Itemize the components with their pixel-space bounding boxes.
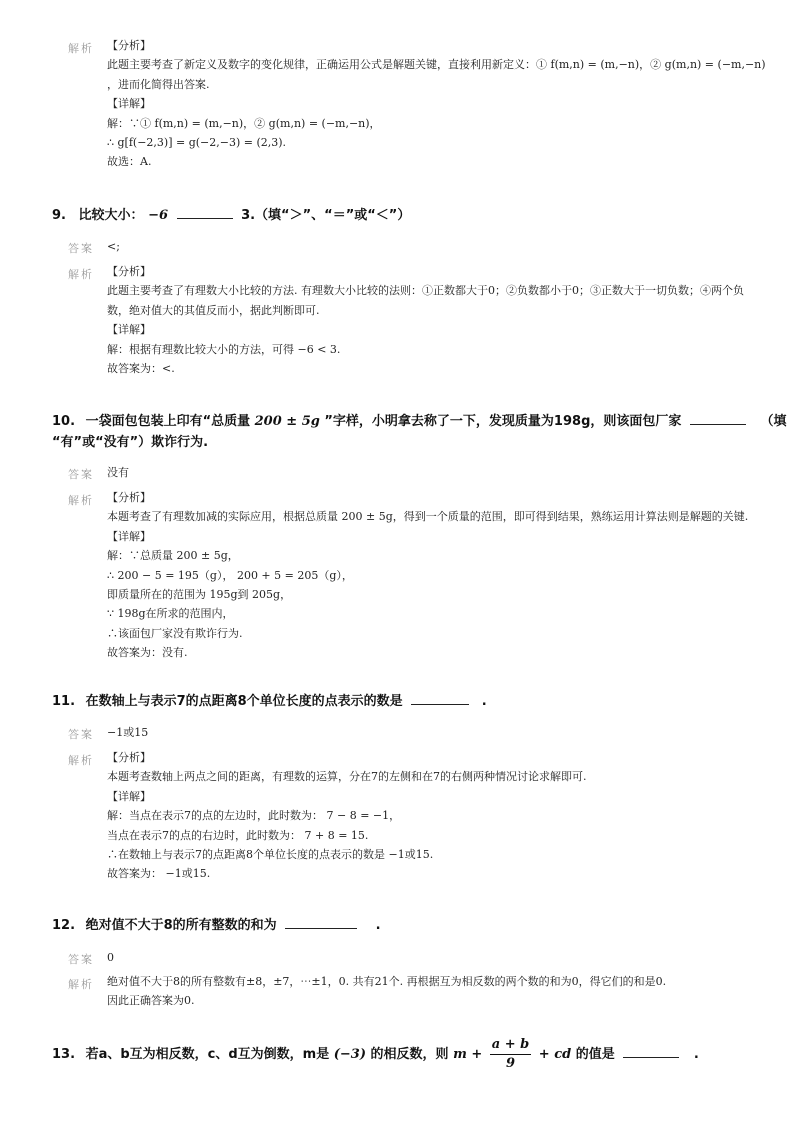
question-stem: 3.（填“＞”、“＝”或“＜”） [241,208,411,223]
analysis-line: 当点在表示7的点的右边时，此时数为： 7 + 8 = 15. [107,828,369,842]
analysis-line: 【详解】 [107,323,151,337]
analysis-line: 解：∵① f(m,n) = (m,−n)，② g(m,n) = (−m,−n)， [107,116,381,130]
q11-analysis [107,748,737,884]
answer-text: <; [107,240,120,253]
question-number: 13. [52,1047,76,1062]
q10-answer [107,463,737,482]
analysis-tag: 解析 [68,268,94,281]
question-12 [52,914,381,933]
analysis-line: 故答案为：<. [107,362,175,376]
answer-blank [285,916,357,929]
question-number: 9. [52,208,66,223]
question-9 [52,204,410,223]
analysis-tag: 解析 [68,978,94,991]
analysis-line: ，进而化简得出答案. [107,77,210,91]
answer-text: −1或15 [107,726,149,739]
answer-blank [623,1045,679,1058]
fraction-denominator: 9 [505,1056,516,1071]
analysis-line: 故答案为：没有. [107,646,188,660]
analysis-line: 【分析】 [107,39,151,52]
analysis-line: ∵ 198g在所求的范围内， [107,607,234,621]
q11-answer [107,723,737,742]
analysis-line: 本题考查数轴上两点之间的距离，有理数的运算，分在7的左侧和在7的右侧两种情况讨论求解即可. [107,770,587,784]
analysis-tag: 解析 [68,754,94,767]
question-stem: 若a、b互为相反数，c、d互为倒数，m是 [85,1047,330,1062]
analysis-line: 【详解】 [107,97,151,111]
answer-blank [177,206,233,219]
analysis-line: 此题主要考查了有理数大小比较的方法. 有理数大小比较的法则：①正数都大于0；②负数都小于0；③正数大于一切负数；④两个负 [107,284,744,298]
answer-blank [690,412,746,425]
question-stem: “有”或“没有”）欺诈行为. [52,435,209,450]
question-11 [52,690,487,709]
analysis-line: 解：∵总质量 200 ± 5g， [107,549,239,563]
q10-analysis [107,488,749,663]
question-number: 10. [52,414,76,429]
answer-tag: 答案 [68,468,94,481]
analysis-line: ∴该面包厂家没有欺诈行为. [107,626,243,640]
analysis-tag: 解析 [68,42,94,55]
analysis-line: ∴在数轴上与表示7的点距离8个单位长度的点表示的数是 −1或15. [107,848,434,862]
answer-blank [411,692,469,705]
analysis-line: 此题主要考查了新定义及数字的变化规律，正确运用公式是解题关键，直接利用新定义：① f(m,n) = (m,−n)，② g(m,n) = (−m,−n) [107,58,766,72]
fraction-numerator: a + b [490,1036,531,1055]
question-stem: 比较大小： [78,208,144,223]
analysis-line: 本题考查了有理数加减的实际应用，根据总质量 200 ± 5g，得到一个质量的范围，即可得到结果，熟练运用计算法则是解题的关键. [107,510,749,524]
math-expr: + cd [538,1047,572,1062]
question-stem: . [481,694,487,709]
answer-tag: 答案 [68,242,94,255]
question-stem: 在数轴上与表示7的点距离8个单位长度的点表示的数是 [85,694,403,709]
question-10 [52,410,786,429]
math-expr: −6 [148,208,169,223]
question-stem: 绝对值不大于8的所有整数的和为 [85,918,277,933]
analysis-tag: 解析 [68,494,94,507]
q12-answer [107,948,737,967]
analysis-line: 解：当点在表示7的点的左边时，此时数为： 7 − 8 = −1， [107,809,401,823]
analysis-line: 即质量所在的范围为 195g到 205g， [107,588,292,602]
q9-analysis [107,262,744,378]
analysis-line: 故答案为： −1或15. [107,867,211,881]
analysis-line: 【分析】 [107,265,151,278]
answer-tag: 答案 [68,953,94,966]
question-stem: . [375,918,381,933]
answer-text: 0 [107,951,114,964]
analysis-line: 数，绝对值大的其值反而小，据此判断即可. [107,303,320,317]
fraction [490,1036,531,1073]
q8-analysis [107,36,766,172]
analysis-line: 【分析】 [107,491,151,504]
math-expr: (−3) [333,1047,366,1062]
question-number: 11. [52,694,76,709]
analysis-line: 【分析】 [107,751,151,764]
analysis-line: 因此正确答案为0. [107,994,195,1008]
analysis-line: ∴ 200 − 5 = 195（g）， 200 + 5 = 205（g）， [107,568,353,582]
analysis-line: ∴ g[f(−2,3)] = g(−2,−3) = (2,3). [107,136,287,150]
answer-tag: 答案 [68,728,94,741]
question-10-line2 [52,431,208,450]
analysis-line: 解：根据有理数比较大小的方法，可得 −6 < 3. [107,342,341,356]
question-stem: . [693,1047,699,1062]
math-expr: m + [453,1047,483,1062]
question-stem: 一袋面包包装上印有“总质量 [85,414,251,429]
analysis-line: 故选：A. [107,155,152,169]
question-stem: ”字样，小明拿去称了一下，发现质量为198g，则该面包厂家 [324,414,682,429]
question-stem: 的值是 [575,1047,615,1062]
q9-answer [107,237,737,256]
q12-analysis [107,972,737,1011]
answer-text: 没有 [107,466,129,479]
question-number: 12. [52,918,76,933]
analysis-line: 【详解】 [107,789,151,803]
math-expr: 200 ± 5g [254,414,320,429]
analysis-line: 绝对值不大于8的所有整数有±8，±7，⋯±1，0. 共有21个. 再根据互为相反数的两个数的和为0，得它们的和是0. [107,975,667,988]
question-stem: （填 [760,414,787,429]
question-13 [52,1036,699,1073]
analysis-line: 【详解】 [107,529,151,543]
question-stem: 的相反数，则 [370,1047,449,1062]
